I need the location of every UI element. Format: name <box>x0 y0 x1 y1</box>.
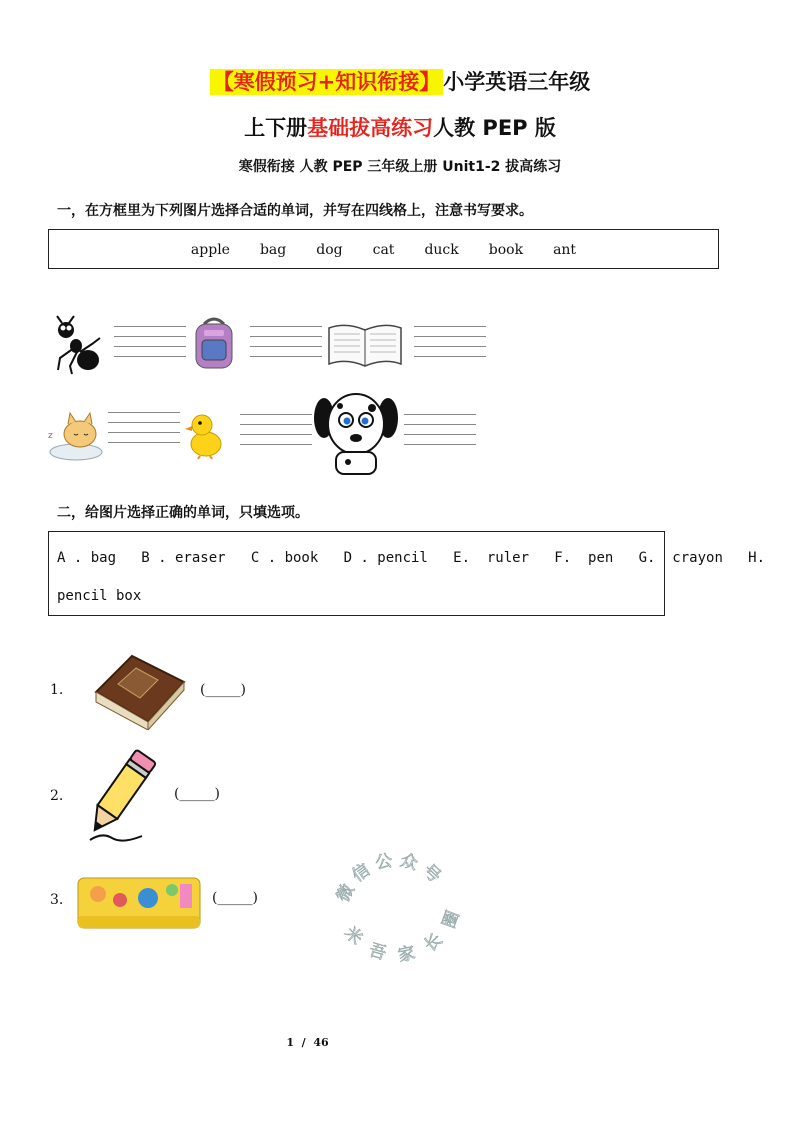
question-number: 3. <box>50 892 64 908</box>
pencil-picture <box>82 744 158 848</box>
word-bank-item: ant <box>553 242 577 258</box>
word-bank <box>49 242 718 258</box>
watermark-seal <box>326 846 466 970</box>
watermark-top-text: 微信公众号 <box>333 850 449 906</box>
word-bank-item: book <box>488 242 524 258</box>
writing-lines[interactable] <box>240 414 312 448</box>
question-number: 2. <box>50 788 64 804</box>
writing-lines[interactable] <box>414 326 486 360</box>
options-line2: pencil box <box>57 588 142 604</box>
title-rest: 小学英语三年级 <box>443 70 591 94</box>
duck-picture <box>184 410 224 460</box>
svg-text:z: z <box>48 431 53 441</box>
watermark-bottom-text: 米吾家长圈 <box>340 902 466 967</box>
word-bank-item: duck <box>424 242 459 258</box>
word-bank-item: bag <box>259 242 287 258</box>
title2-after: 人教 PEP 版 <box>433 116 556 140</box>
word-bank-box <box>48 229 719 269</box>
writing-lines[interactable] <box>404 414 476 448</box>
page-indicator: 1 / 46 <box>286 1036 329 1049</box>
document-title <box>0 66 800 96</box>
word-bank-item: cat <box>372 242 395 258</box>
title2-before: 上下册 <box>244 116 308 140</box>
writing-lines[interactable] <box>250 326 322 360</box>
dog-picture <box>312 388 400 482</box>
document-subtitle: 寒假衔接 人教 PEP 三年级上册 Unit1-2 拔高练习 <box>238 159 562 175</box>
question-number: 1. <box>50 682 64 698</box>
document-title-line2 <box>0 112 800 142</box>
backpack-picture <box>190 316 238 372</box>
options-box <box>48 531 766 616</box>
book-picture <box>88 652 190 730</box>
cat-picture <box>46 408 104 462</box>
open-book-picture <box>326 322 404 368</box>
word-bank-item: dog <box>316 242 343 258</box>
title-highlight: 【寒假预习+知识衔接】 <box>210 69 444 95</box>
writing-lines[interactable] <box>108 412 180 446</box>
ant-picture <box>52 314 104 376</box>
title2-red: 基础拔高练习 <box>307 116 434 140</box>
svg-text:米吾家长圈 <box>340 903 466 967</box>
writing-lines[interactable] <box>114 326 186 360</box>
section2-instruction: 二，给图片选择正确的单词，只填选项。 <box>57 505 309 521</box>
options-line1: A . bag B . eraser C . book D . pencil E. ruler F. pen G. crayon H. <box>57 550 766 566</box>
section1-instruction: 一，在方框里为下列图片选择合适的单词，并写在四线格上，注意书写要求。 <box>57 203 533 219</box>
pencil-box-picture <box>76 872 202 932</box>
word-bank-item: apple <box>190 242 230 258</box>
answer-blank[interactable]: (_____) <box>200 682 246 698</box>
answer-blank[interactable]: (_____) <box>212 890 258 906</box>
answer-blank[interactable]: (_____) <box>174 786 220 802</box>
svg-text:微信公众号 <box>333 850 449 905</box>
